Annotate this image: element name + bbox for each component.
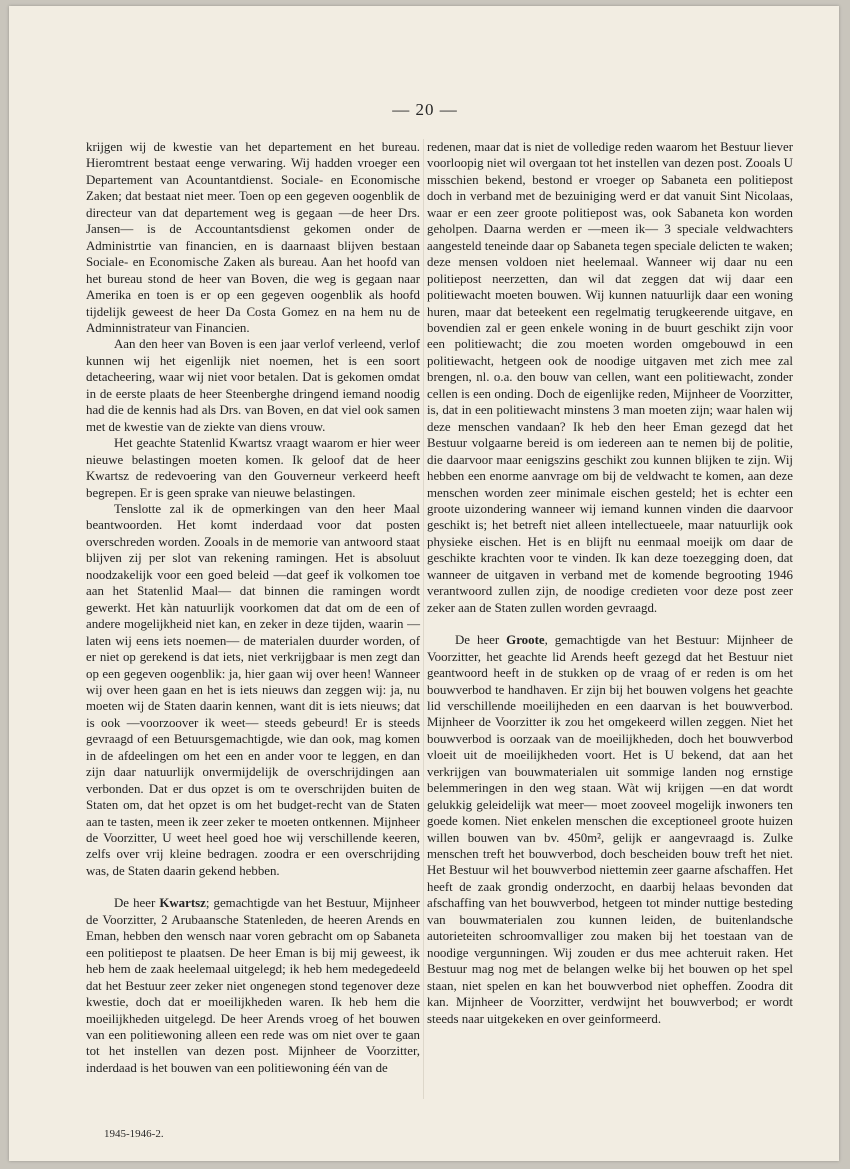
right-column [427, 139, 793, 1027]
speaker-prefix: De heer [455, 633, 507, 648]
speaker-text: , gemachtigde van het Bestuur: Mijnheer de Voorzitter, het geachte lid Arends heeft gezegd dat het Bestuur niet geantwoord heeft in de stukken op de vraag of er reden is om het bouwverbod te handhaven. Er zijn bij het bouwen volgens het geachte lid verschillende moeilijheden en een daarvan is het bouwverbod. Mijnheer de Voorzitter ik zou het omgekeerd willen zeggen. Niet het bouwverbod is oorzaak van de moeilijkheden, doch het bouwverbod vloeit uit de moeilijkheden voort. Het is U bekend, dat aan het verkrijgen van bouwmaterialen uit sommige landen nog ernstige belemmeringen in den weg staan. Wàt wij krijgen —en dat wordt gelukkig geleidelijk wat meer— moet zooveel mogelijk inwoners ten goede komen. Niet enkelen menschen die exceptioneel groote huizen willen bouwen van bv. 450m², gelijk er aangevraagd is. Zulke menschen treft het bouwverbod, doch bescheiden bouw treft het niet. Het Bestuur wil het bouwverbod niettemin zeer gaarne afschaffen. Het heeft de zaak grondig onderzocht, en daarbij helaas bevonden dat afschaffing van het bouwverbod, hetgeen tot minder nuttige besteding van bouwmaterialen zou kunnen leiden, de buitenlandsche autorieteiten schroomvalliger zou maken bij het toestaan van de noodige vergunningen. Wij zouden er dus mee achteruit raken. Het Bestuur mag nog met de belangen welke bij het bouwen op het spel staan, niet spelen en kan het bouwverbod niet opheffen. Zoodra dit kan. Mijnheer de Voorzitter, verdwijnt het bouwverbod; er wordt steeds naar uitgekeken en over geinformeerd. [427, 633, 793, 1026]
paragraph: krijgen wij de kwestie van het departement en het bureau. Hieromtrent bestaat eenge verwaring. Wij hadden vroeger een Departement van Acountantdienst. Sociale- en Economische Zaken; dat bestaat niet meer. Toen op een gegeven oogenblik de directeur van dat departement weg is gegaan —de heer Drs. Jansen— is de Accountantsdienst gekomen onder de Administrtie van financien, en is daarnaast blijven bestaan Sociale- en Economische Zaken als bureau. Aan het hoofd van het bureau stond de heer van Boven, die weg is gegaan naar Amerika en toen is er op een gegeven oogenblik als hoofd tijdelijk geweest de heer Da Costa Gomez en na hem nu de Adminnistrateur van Financien. [86, 140, 420, 335]
page-number: — 20 — [392, 100, 458, 119]
speaker-prefix: De heer [114, 896, 160, 911]
speaker-paragraph [86, 895, 420, 1076]
speaker-name: Kwartsz [159, 896, 206, 911]
paragraph: Het geachte Statenlid Kwartsz vraagt waarom er hier weer nieuwe belastingen moeten komen. Ik geloof dat de heer Kwartsz de redevoering van den Gouverneur verkeerd heeft begrepen. Er is geen sprake van nieuwe belastingen. [86, 436, 420, 500]
column-divider [423, 139, 424, 1099]
speaker-name: Groote [506, 633, 545, 648]
speaker-text: ; gemachtigde van het Bestuur, Mijnheer de Voorzitter, 2 Arubaansche Statenleden, de heeren Arends en Eman, hebben den wensch naar voren gebracht om op Sabaneta een politiepost te plaatsen. De heer Eman is bij mij geweest, ik heb hem de zaak heelemaal uitgelegd; ik heb hem medegedeeld dat het Bestuur zeer zeker niet ongenegen stond tegenover deze kwestie, doch dat er moeilijkheden waren. Ik heb hem die moeilijkheden uitgelegd. De heer Arends vroeg of het bouwen van een politiewoning alleen een rede was om niet over te gaan tot het instellen van dezen post. Mijnheer de Voorzitter, inderdaad is het bouwen van een politiewoning één van de [86, 896, 420, 1075]
left-column [86, 139, 420, 1076]
speaker-paragraph [427, 632, 793, 1027]
footer-code: 1945-1946-2. [104, 1128, 164, 1140]
paragraph: redenen, maar dat is niet de volledige reden waarom het Bestuur liever voorloopig niet wil overgaan tot het instellen van dezen post. Zooals U misschien bekend, bestond er vroeger op Sabaneta een politiepost doch in verband met de bezuiniging werd er dat vanuit Sint Nicolaas, waar er een zeer groote politiepost was, ook Sabaneta kon worden geholpen. Daarna werden er —meen ik— 3 speciale veldwachters aangesteld teneinde daar op Sabaneta tegen speciale delicten te waken; deze mensen voldoen niet heelemaal. Wanneer wij daar nu een politiepost neerzetten, dan wil dat zeggen dat wij daar een politiewacht moeten bouwen. Wij kunnen natuurlijk daar een woning huren, maar dat beteekent een regelmatig terugkeerende uitgave, en bovendien zal er geen enkele woning in de buurt geschikt zijn voor een politiewacht; die zou moeten worden omgebouwd in een politiewacht, hetgeen ook de noodige uitgaven met zich mee zal brengen, nl. o.a. den bouw van cellen, want een politiewacht, zonder cellen is een onding. Doch de eigenlijke reden, Mijnheer de Voorzitter, is, dat in een politiewacht minstens 3 man moeten zijn; waar halen wij deze menschen vandaan? Ik heb den heer Eman gezegd dat het Bestuur volgaarne bereid is om iedereen aan te nemen bij de politie, die daarvoor maar eenigszins geschikt zou kunnen blijken te zijn. Wij hebben een enorme aanvrage om bij de veldwacht te komen, aan deze menschen worden zeer minimale eischen gesteld; het is echter een groote uizondering wanneer wij iemand kunnen vinden die daarvoor geschikt is; het betreft niet alleen intellectueele, maar natuurlijk ook physieke eischen. Het is en blijft nu eenmaal moeijk om daar de geschikte krachten voor te vinden. Ik kan deze toezegging doen, dat wanneer de uitgaven in verband met de komende begrooting 1946 verantwoord zullen zijn, de noodige credieten voor deze post zeer zeker aan de Staten zullen worden gevraagd. [427, 140, 793, 615]
paragraph: Tenslotte zal ik de opmerkingen van den heer Maal beantwoorden. Het komt inderdaad voor dat posten overschreden worden. Zooals in de memorie van antwoord staat blijven zij per slot van rekening ramingen. Het is absoluut noodzakelijk voor een goed beleid —dat geef ik volkomen toe aan het Statenlid Maal— dat binnen die ramingen wordt gewerkt. Het kàn natuurlijk voorkomen dat dat om de een of andere mogelijkheid niet kan, en zeker in deze tijden, waarin —laten wij eens iets noemen— de materialen duurder worden, of er niet op gerekend is dat iets, niet verkrijgbaar is men zegt dan op een gegeven oogenblik: ja, hier gaan wij over heen! Wanneer wij over heen gaan en het is iets nieuws dan zeggen wij: ja, nu moeten wij de Staten daarin kennen, want dit is iets nieuws; dat is ook —voorzoover ik weet— steeds gebeurd! Er is steeds gevraagd of een Betuursgemachtigde, wie dan ook, mag komen in de afdeelingen om het een en ander voor te leggen, en dan zijn daar natuurlijk onvermijdelijk de overschrijdingen aan verbonden. Dat er dus opzet is om te overschrijden buiten de Staten om, dat het opzet is om het budget-recht van de Staten aan te tasten, meen ik zeer zeker te moeten ontkennen. Mijnheer de Voorzitter, U weet heel goed hoe wij verschillende keeren, zelfs over vrij kleine bedragen. zoodra er een overschrijding was, de Staten daarin gekend hebben. [86, 501, 420, 878]
paragraph: Aan den heer van Boven is een jaar verlof verleend, verlof kunnen wij het eigenlijk niet noemen, het is een soort detacheering, waar wij niet voor betalen. Dat is gekomen omdat in de eerste plaats de heer Steenberghe dringend iemand noodig had die de kennis had als Drs. van Boven, en dat viel ook samen met de kwestie van de ziekte van diens vrouw. [86, 337, 420, 434]
